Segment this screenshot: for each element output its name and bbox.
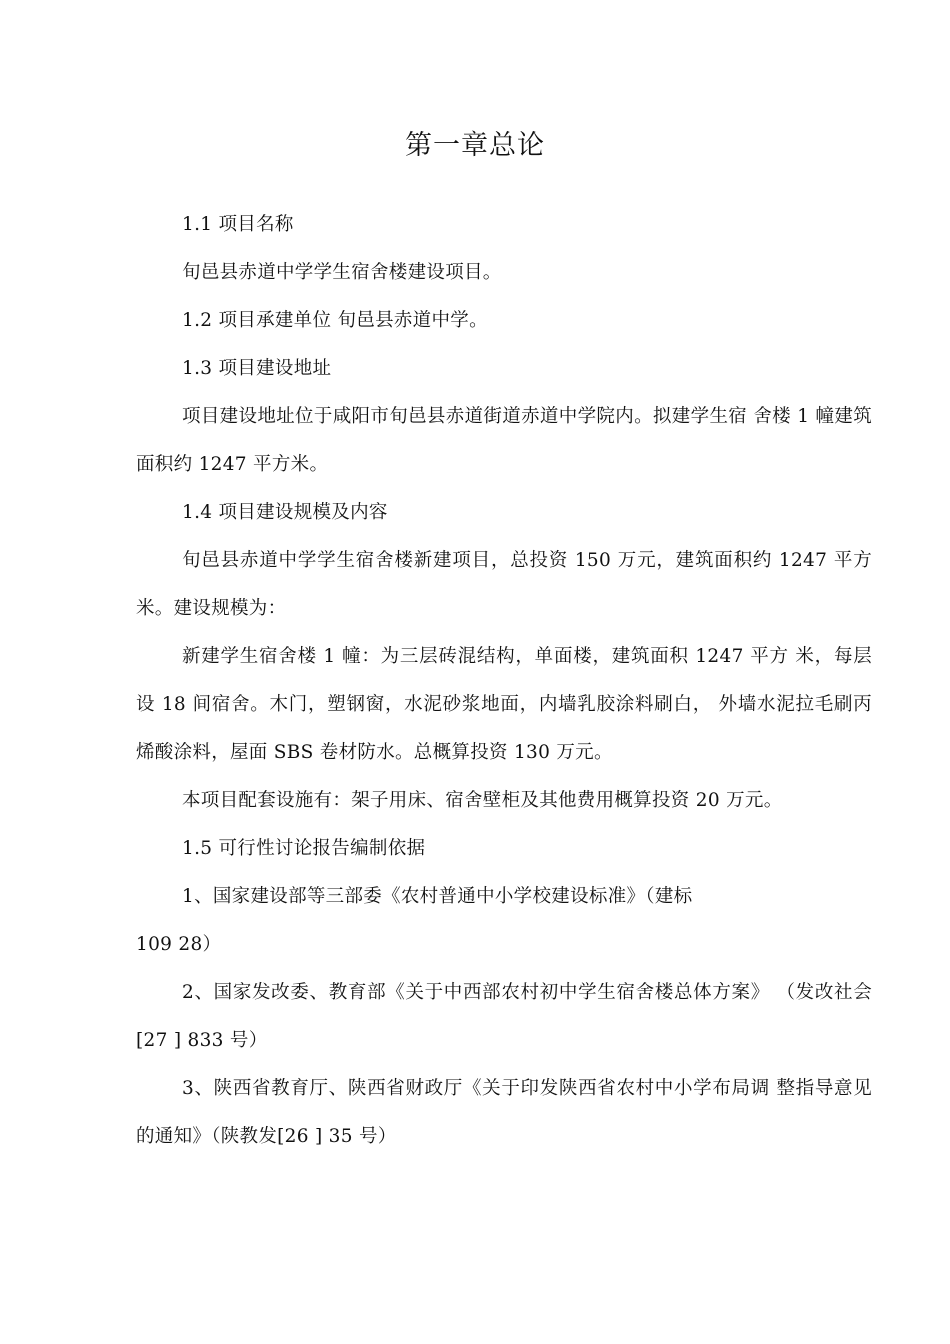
project-address-paragraph: 项目建设地址位于咸阳市旬邑县赤道街道赤道中学院内。拟建学生宿 舍楼 1 幢建筑面积约 1247 平方米。 [136, 406, 872, 475]
project-name-paragraph: 旬邑县赤道中学学生宿舍楼建设项目。 [182, 262, 502, 283]
basis-item-1-continuation: 109 28） [136, 934, 222, 955]
supporting-facilities-paragraph: 本项目配套设施有：架子用床、宿舍壁柜及其他费用概算投资 20 万元。 [182, 790, 783, 811]
document-body [136, 201, 872, 1161]
chapter-title: 第一章总论 [405, 130, 545, 161]
section-heading-1-4: 1.4 项目建设规模及内容 [182, 502, 388, 523]
section-heading-1-5: 1.5 可行性讨论报告编制依据 [182, 838, 426, 859]
basis-item-2: 2、国家发改委、教育部《关于中西部农村初中学生宿舍楼总体方案》 （发改社会[27 ] 833 号） [136, 982, 872, 1051]
section-heading-1-1: 1.1 项目名称 [182, 214, 294, 235]
section-heading-1-3: 1.3 项目建设地址 [182, 358, 332, 379]
project-scale-paragraph: 旬邑县赤道中学学生宿舍楼新建项目，总投资 150 万元，建筑面积约 1247 平方米。建设规模为： [136, 550, 872, 619]
building-description-paragraph: 新建学生宿舍楼 1 幢：为三层砖混结构，单面楼，建筑面积 1247 平方 米，每层设 18 间宿舍。木门，塑钢窗，水泥砂浆地面，内墙乳胶涂料刷白， 外墙水泥拉毛刷丙烯酸涂料，屋面 SBS 卷材防水。总概算投资 130 万元。 [136, 646, 872, 763]
basis-item-1: 1、国家建设部等三部委《农村普通中小学校建设标准》（建标 [182, 886, 693, 907]
basis-item-3: 3、陕西省教育厅、陕西省财政厅《关于印发陕西省农村中小学布局调 整指导意见的通知》（陕教发[26 ] 35 号） [136, 1078, 872, 1147]
section-heading-1-2: 1.2 项目承建单位 旬邑县赤道中学。 [182, 310, 488, 331]
